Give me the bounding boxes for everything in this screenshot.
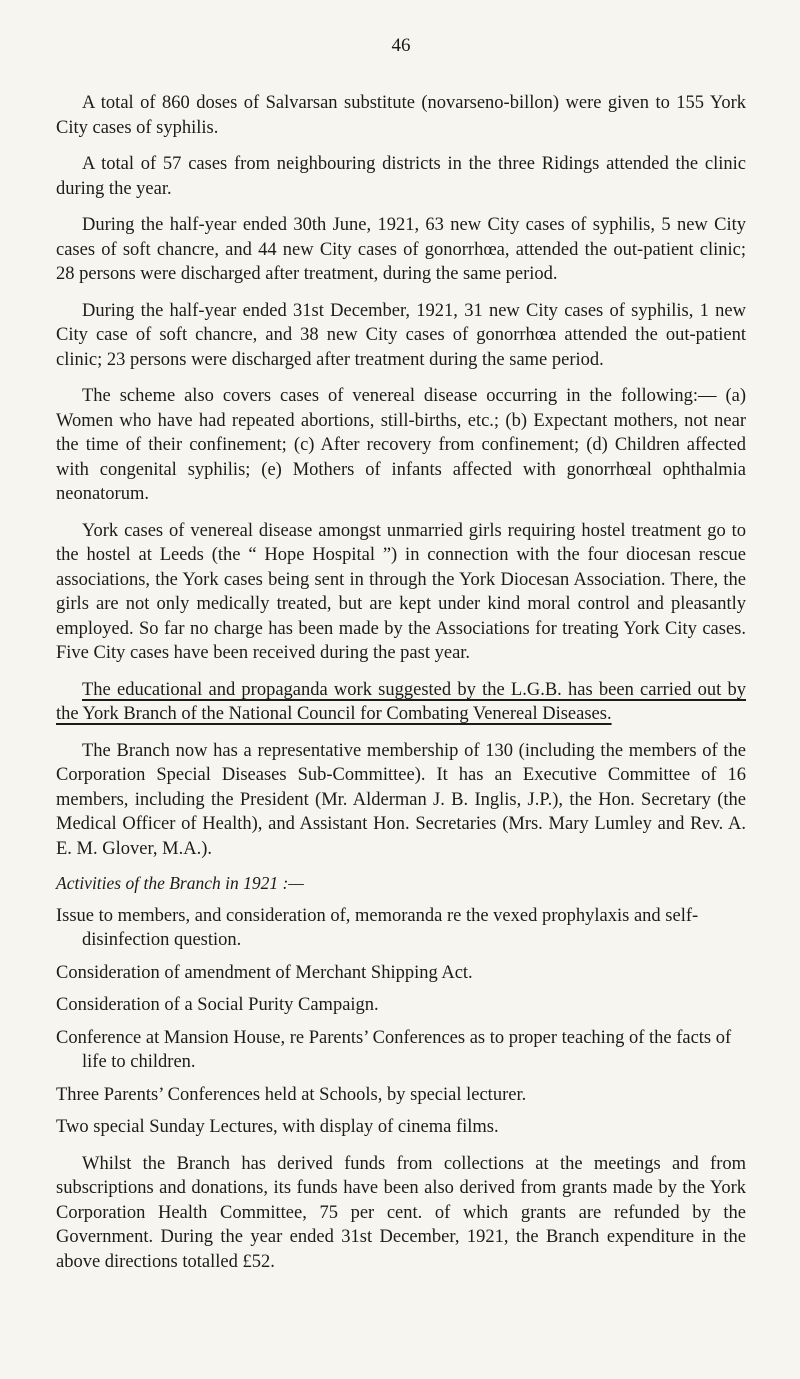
paragraph-half-year-december: During the half-year ended 31st December, 1921, 31 new City cases of syphilis, 1 new City case of soft chancre, and 38 new City cases of gonorrhœa attended the out-patient clinic; 23 persons were discharged after treatment during the same period. [56,300,746,370]
list-item: Three Parents’ Conferences held at Schools, by special lecturer. [56,1084,527,1105]
list-item: Two special Sunday Lectures, with display of cinema films. [56,1117,499,1137]
list-item: Issue to members, and consideration of, memoranda re the vexed prophylaxis and self-disinfection question. [56,905,699,950]
activities-list [56,904,746,1140]
paragraph-neighbouring: A total of 57 cases from neighbouring districts in the three Ridings attended the clinic during the year. [56,154,746,199]
paragraph-salvarsan: A total of 860 doses of Salvarsan substitute (novarseno-billon) were given to 155 York City cases of syphilis. [56,93,746,138]
list-item: Consideration of amendment of Merchant Shipping Act. [56,962,473,983]
paragraph-educational-work: The educational and propaganda work suggested by the L.G.B. has been carried out by the York Branch of the National Council for Combating Venereal Diseases. [56,679,746,724]
list-item: Consideration of a Social Purity Campaign. [56,995,379,1015]
paragraph-half-year-june: During the half-year ended 30th June, 1921, 63 new City cases of syphilis, 5 new City cases of soft chancre, and 44 new City cases of gonorrhœa, attended the out-patient clinic; 28 persons were discharged after treatment, during the same period. [56,215,746,284]
activities-heading: Activities of the Branch in 1921 :— [56,873,304,893]
paragraph-hostel: York cases of venereal disease amongst unmarried girls requiring hostel treatment go to the hostel at Leeds (the “ Hope Hospital ”) in connection with the four diocesan rescue associations, the York cases being sent in through the York Diocesan Association. There, the girls are not only medically treated, but are kept under kind moral control and pleasantly employed. So far no charge has been made by the Associations for treating York City cases. Five City cases have been received during the past year. [56,520,746,663]
page-number: 46 [391,35,411,56]
paragraph-funds: Whilst the Branch has derived funds from collections at the meetings and from subscriptions and donations, its funds have been also derived from grants made by the York Corporation Health Committee, 75 per cent. of which grants are refunded by the Government. During the year ended 31st December, 1921, the Branch expenditure in the above directions totalled £52. [56,1153,746,1272]
paragraph-membership: The Branch now has a representative membership of 130 (including the members of the Corporation Special Diseases Sub-Committee). It has an Executive Committee of 16 members, including the President (Mr. Alderman J. B. Inglis, J.P.), the Hon. Secretary (the Medical Officer of Health), and Assistant Hon. Secretaries (Mrs. Mary Lumley and Rev. A. E. M. Glover, M.A.). [56,740,746,859]
list-item: Conference at Mansion House, re Parents’ Conferences as to proper teaching of the facts of life to children. [56,1027,732,1072]
paragraph-scheme-coverage: The scheme also covers cases of venereal disease occurring in the following:— (a) Women who have had repeated abortions, still-births, etc.; (b) Expectant mothers, not near the time of their confinement; (c) After recovery from confinement; (d) Children affected with congenital syphilis; (e) Mothers of infants affected with gonorrhœal ophthalmia neonatorum. [56,386,746,504]
